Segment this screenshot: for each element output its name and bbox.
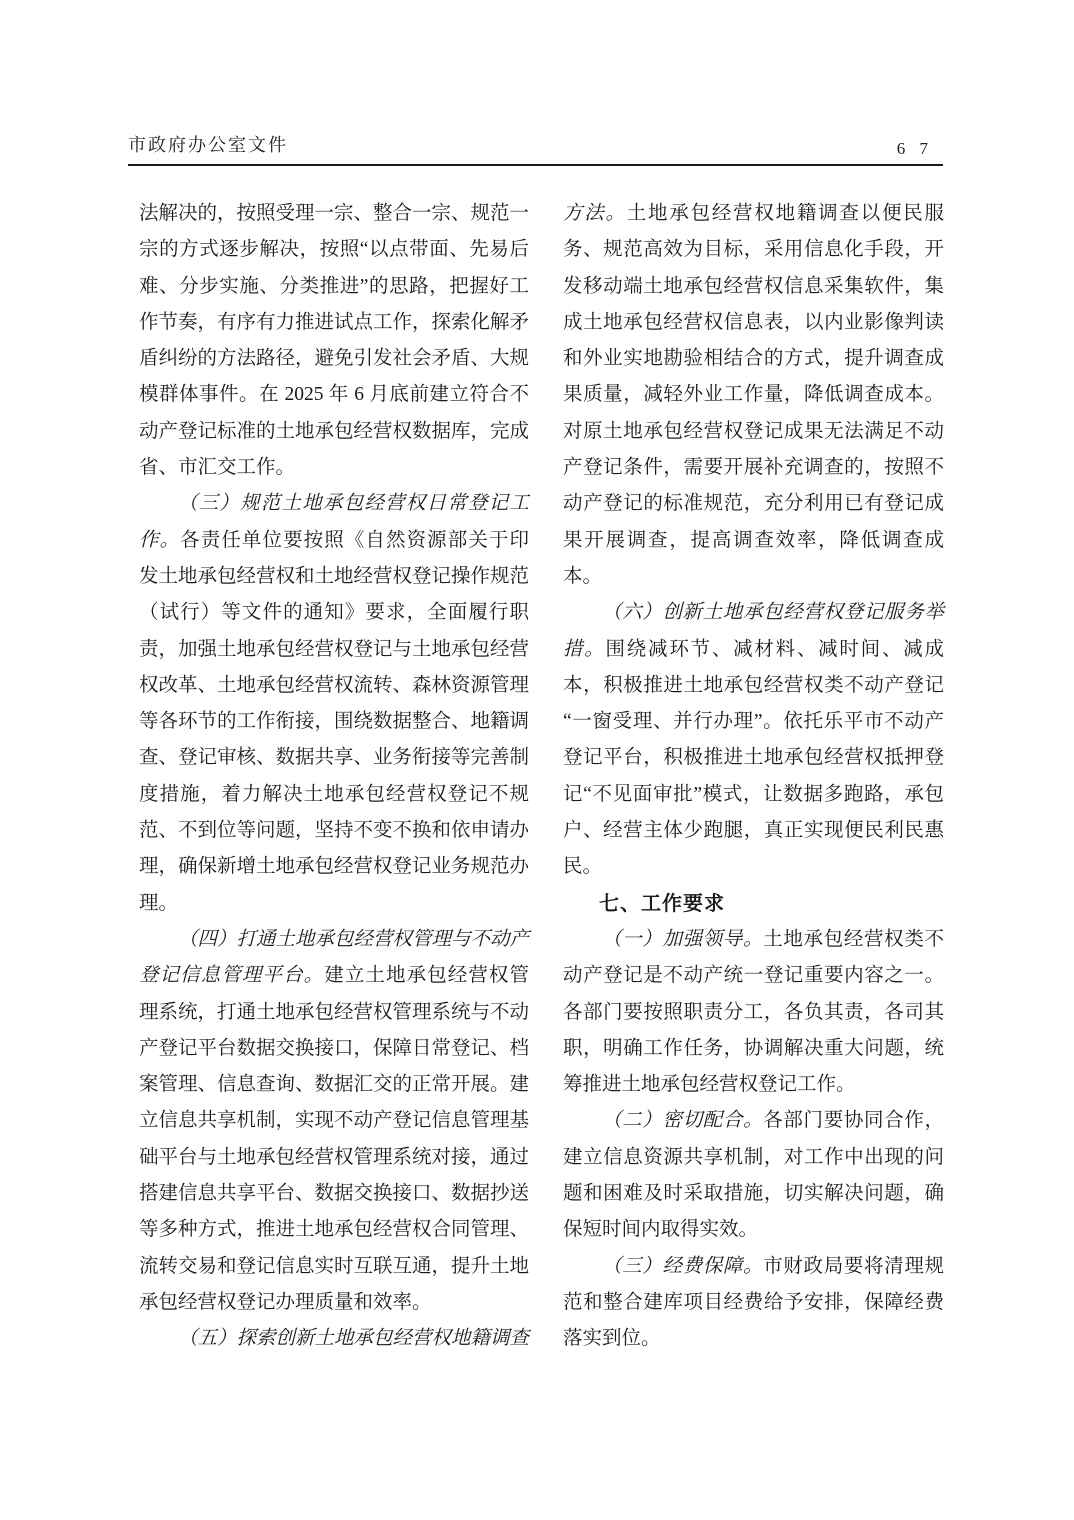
page-header xyxy=(128,131,943,166)
lead-run: （五）探索创新土地承包经营权地籍调查 xyxy=(178,1328,530,1350)
paragraph-requirement-1 xyxy=(563,922,944,1103)
paragraph-item-5-start xyxy=(139,1321,529,1357)
body-run: 各部门要协同合作，建立信息资源共享机制，对工作中出现的问题和困难及时采取措施，切实解决问题，确保短时间内取得实效。 xyxy=(563,1110,944,1241)
body-run: 各责任单位要按照《自然资源部关于印发土地承包经营权和土地经营权登记操作规范（试行）等文件的通知》要求，全面履行职责，加强土地承包经营权登记与土地承包经营权改革、土地承包经营权流转、森林资源管理等各环节的工作衔接，围绕数据整合、地籍调查、登记审核、数据共享、业务衔接等完善制度措施，着力解决土地承包经营权登记不规范、不到位等问题，坚持不变不换和依申请办理，确保新增土地承包经营权登记业务规范办理。 xyxy=(139,529,530,914)
body-run: 围绕减环节、减材料、减时间、减成本，积极推进土地承包经营权类不动产登记“一窗受理、并行办理”。依托乐平市不动产登记平台，积极推进土地承包经营权抵押登记“不见面审批”模式，让数据多跑路，承包户、经营主体少跑腿，真正实现便民利民惠民。 xyxy=(563,638,944,878)
lead-run: （三）经费保障。 xyxy=(602,1255,764,1277)
lead-run: （三）规范土地承包经营权日常登记工作。 xyxy=(139,493,529,551)
body-run: 土地承包经营权地籍调查以便民服务、规范高效为目标，采用信息化手段，开发移动端土地承包经营权信息采集软件，集成土地承包经营权信息表，以内业影像判读和外业实地勘验相结合的方式，提升调查成果质量，减轻外业工作量，降低调查成本。对原土地承包经营权登记成果无法满足不动产登记条件，需要开展补充调查的，按照不动产登记的标准规范，充分利用已有登记成果开展调查，提高调查效率，降低调查成本。 xyxy=(563,203,944,587)
header-title: 市政府办公室文件 xyxy=(128,135,288,155)
right-column xyxy=(563,196,944,1358)
section-heading: 七、工作要求 xyxy=(599,892,725,915)
body-run: 法解决的，按照受理一宗、整合一宗、规范一宗的方式逐步解决，按照“以点带面、先易后难、分步实施、分类推进”的思路，把握好工作节奏，有序有力推进试点工作，探索化解矛盾纠纷的方法路径，避免引发社会矛盾、大规模群体事件。在 2025 年 6 月底前建立符合不动产登记标准的土地承包经营权数据库，完成省、市汇交工作。 xyxy=(139,203,530,479)
document-body xyxy=(139,196,944,1358)
page-number: 6 7 xyxy=(896,139,933,158)
body-run: 市财政局要将清理规范和整合建库项目经费给予安排，保障经费落实到位。 xyxy=(563,1255,944,1350)
paragraph-continuation xyxy=(139,196,529,486)
paragraph-item-4 xyxy=(139,922,529,1321)
paragraph-item-3 xyxy=(139,486,529,922)
body-run: 土地承包经营权类不动产登记是不动产统一登记重要内容之一。各部门要按照职责分工，各负其责，各司其职，明确工作任务，协调解决重大问题，统筹推进土地承包经营权登记工作。 xyxy=(563,928,944,1096)
body-run: 建立土地承包经营权管理系统，打通土地承包经营权管理系统与不动产登记平台数据交换接口，保障日常登记、档案管理、信息查询、数据汇交的正常开展。建立信息共享机制，实现不动产登记信息管理基础平台与土地承包经营权管理系统对接，通过搭建信息共享平台、数据交换接口、数据抄送等多种方式，推进土地承包经营权合同管理、流转交易和登记信息实时互联互通，提升土地承包经营权登记办理质量和效率。 xyxy=(139,965,530,1313)
paragraph-item-6 xyxy=(563,595,944,885)
paragraph-requirement-3 xyxy=(563,1249,944,1358)
lead-run: （二）密切配合。 xyxy=(602,1110,764,1132)
lead-run: （四）打通土地承包经营权管理与不动产登记信息管理平台。 xyxy=(139,928,530,987)
lead-run: （六）创新土地承包经营权登记服务举措。 xyxy=(563,602,944,660)
left-column xyxy=(139,196,529,1358)
lead-run: 方法。 xyxy=(563,203,627,224)
paragraph-requirement-2 xyxy=(563,1103,944,1248)
lead-run: （一）加强领导。 xyxy=(602,928,764,950)
paragraph-item-5-continued xyxy=(563,196,944,595)
